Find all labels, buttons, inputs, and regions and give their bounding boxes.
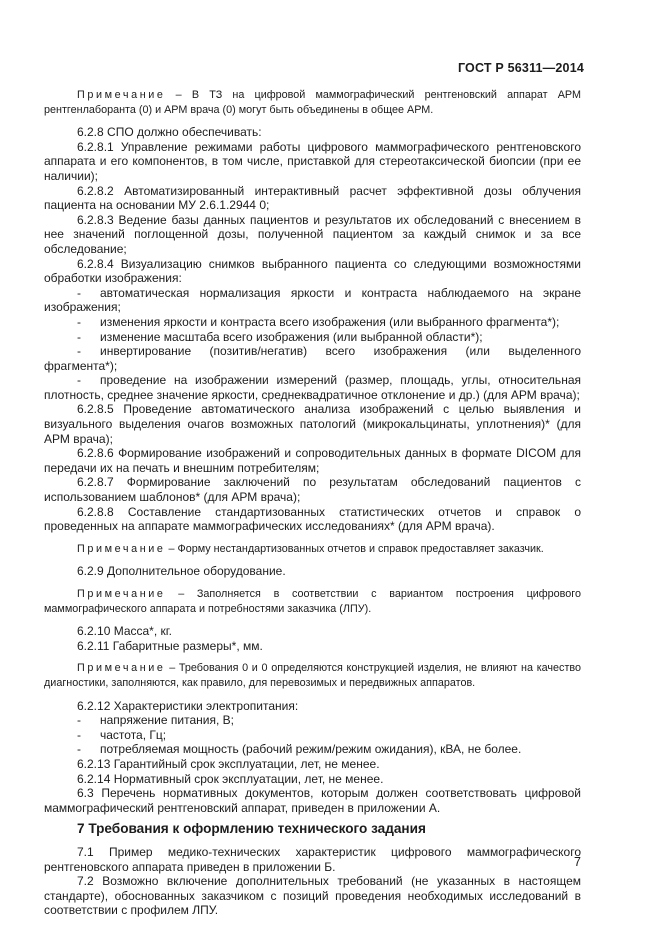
list-dash: - (77, 727, 81, 742)
list-text: инвертирование (позитив/негатив) всего изображения (или выделенного фрагмента*); (44, 344, 581, 373)
note (44, 587, 581, 616)
paragraph: 6.2.14 Нормативный срок эксплуатации, лет, не менее. (77, 771, 384, 786)
paragraph: 6.3 Перечень нормативных документов, которым должен соответствовать цифровой маммографический рентгеновский аппарат, приведен в приложении А. (44, 786, 581, 815)
list-dash: - (77, 314, 81, 329)
note (44, 88, 581, 117)
paragraph: 7.1 Пример медико-технических характеристик цифрового маммографического рентгеновского аппарата приведен в приложении Б. (44, 844, 581, 874)
page-number: 7 (574, 855, 581, 869)
list-item (44, 286, 581, 315)
paragraph: 6.2.8.3 Ведение базы данных пациентов и результатов их обследований с внесением в нее значений поглощенной дозы, полученной пациентом за каждый снимок и за все обследование; (44, 212, 581, 256)
list-item (44, 742, 581, 757)
note-text: – Заполняется в соответствии с вариантом построения цифрового маммографического аппарата и потребностями заказчика (ЛПУ). (44, 588, 582, 615)
list-item (44, 373, 581, 402)
list-text: автоматическая нормализация яркости и контраста наблюдаемого на экране изображения; (44, 285, 581, 315)
note-label: Примечание (77, 662, 166, 675)
list-dash: - (77, 373, 81, 388)
paragraph: 6.2.8 СПО должно обеспечивать: (77, 125, 262, 140)
paragraph: 6.2.10 Масса*, кг. (77, 624, 173, 639)
list-item (44, 330, 581, 345)
paragraph: 7.2 Возможно включение дополнительных требований (не указанных в настоящем стандарте), обоснованных заказчиком с позиций проведения необходимых исследований в соответствии с профилем ЛПУ. (44, 874, 581, 918)
paragraph: 6.2.11 Габаритные размеры*, мм. (77, 638, 263, 653)
list-text: изменение масштаба всего изображения (или выбранной области*); (100, 329, 483, 344)
note-label: Примечание (77, 89, 166, 101)
list-dash: - (77, 742, 81, 757)
note-label: Примечание (77, 542, 166, 555)
paragraph: 6.2.13 Гарантийный срок эксплуатации, лет, не менее. (77, 756, 380, 771)
document-content (44, 88, 581, 918)
list-text: изменения яркости и контраста всего изображения (или выбранного фрагмента*); (100, 314, 560, 329)
note-label: Примечание (77, 588, 166, 600)
paragraph: 6.2.8.5 Проведение автоматического анализа изображений с целью выявления и визуального выделения очагов возможных патологий (микрокальцинаты, уплотнения)* (для АРМ врача); (44, 402, 581, 446)
paragraph: 6.2.8.8 Составление стандартизованных статистических отчетов и справок о проведенных на аппарате маммографических исследованиях* (для АРМ врача). (44, 504, 581, 534)
list-item (44, 728, 581, 743)
paragraph: 6.2.8.1 Управление режимами работы цифрового маммографического рентгеновского аппарата и его компонентов, в том числе, приставкой для стереотаксической биопсии (при ее наличии); (44, 139, 581, 183)
paragraph: 6.2.8.7 Формирование заключений по результатам обследований пациентов с использованием шаблонов* (для АРМ врача); (44, 475, 581, 505)
note (44, 661, 581, 690)
running-header: ГОСТ Р 56311—2014 (457, 61, 584, 75)
paragraph: 6.2.8.4 Визуализацию снимков выбранного пациента со следующими возможностями обработки изображения: (44, 256, 581, 286)
list-item (44, 315, 581, 330)
section-heading: 7 Требования к оформлению технического задания (77, 821, 426, 837)
note-text: – Форму нестандартизованных отчетов и справок предоставляет заказчик. (168, 542, 544, 555)
list-dash: - (77, 344, 81, 359)
note-text: – Требования 0 и 0 определяются конструкцией изделия, не влияют на качество диагностики, заполняются, как правило, для перевозимых и передвижных аппаратов. (44, 662, 582, 689)
list-text: проведение на изображении измерений (размер, площадь, углы, относительная плотность, среднее значение яркости, среднеквадратичное отклонение и др.) (для АРМ врача); (44, 373, 581, 402)
list-dash: - (77, 713, 81, 728)
list-dash: - (77, 329, 81, 344)
paragraph: 6.2.8.6 Формирование изображений и сопроводительных данных в формате DICOM для передачи их на печать и внешним потребителям; (44, 446, 581, 475)
paragraph: 6.2.9 Дополнительное оборудование. (77, 564, 286, 579)
paragraph: 6.2.12 Характеристики электропитания: (77, 698, 299, 713)
list-dash: - (77, 285, 81, 300)
list-text: потребляемая мощность (рабочий режим/режим ожидания), кВА, не более. (100, 742, 522, 757)
list-item (44, 344, 581, 373)
list-item (44, 713, 581, 728)
note (44, 542, 581, 557)
note-text: – В ТЗ на цифровой маммографический рентгеновский аппарат АРМ рентгенлаборанта (0) и АРМ врача (0) могут быть объединены в общее АРМ. (44, 89, 581, 116)
paragraph: 6.2.8.2 Автоматизированный интерактивный расчет эффективной дозы облучения пациента на основании МУ 2.6.1.2944 0; (44, 183, 581, 213)
list-text: напряжение питания, В; (100, 713, 234, 728)
list-text: частота, Гц; (100, 727, 167, 742)
